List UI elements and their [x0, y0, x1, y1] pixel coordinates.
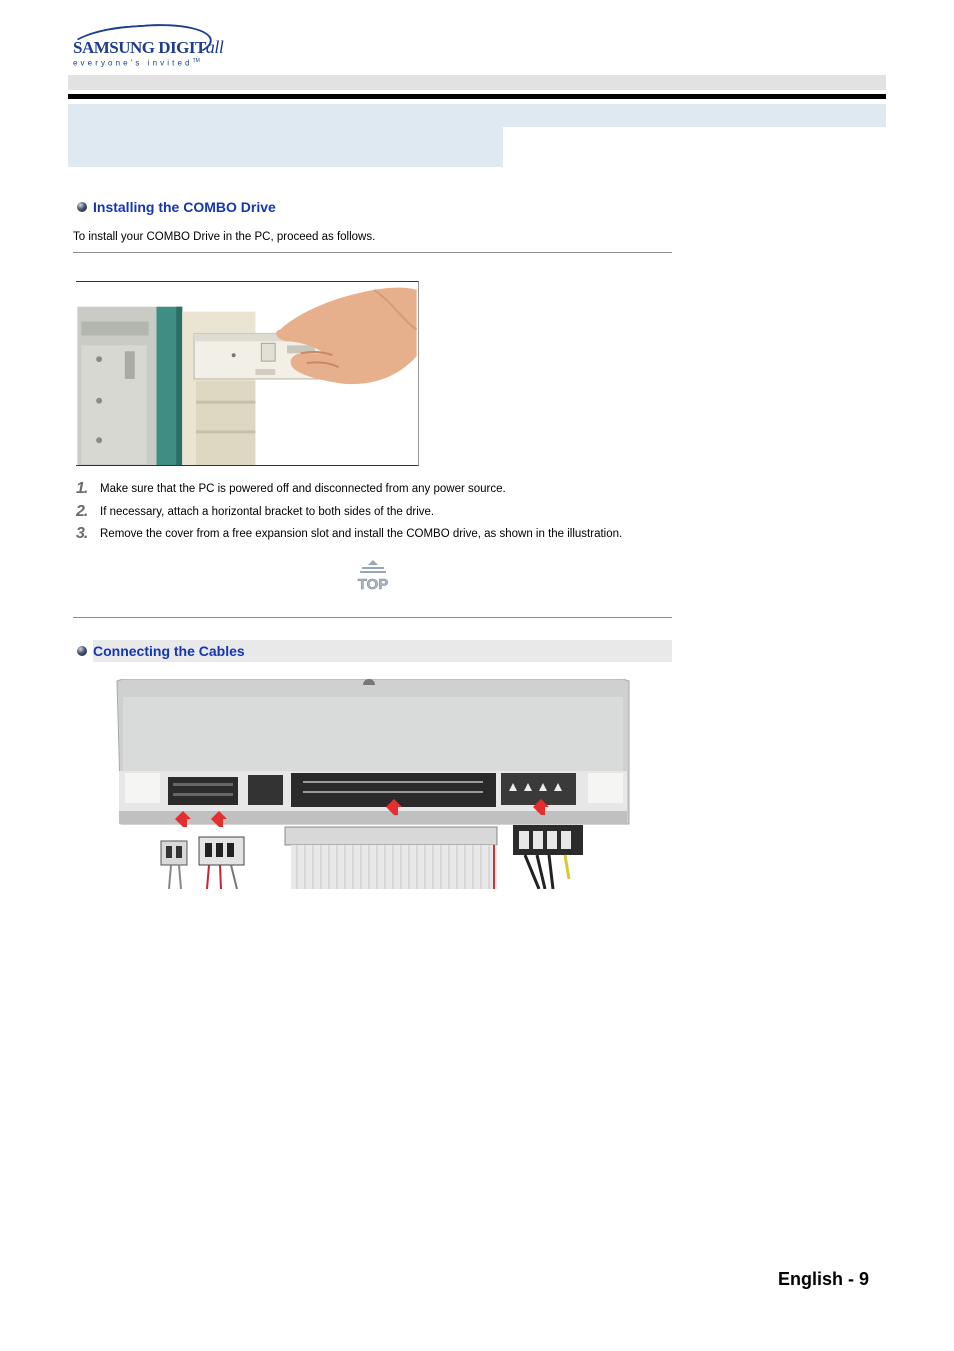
- top-label: TOP: [357, 576, 389, 593]
- step-text: Remove the cover from a free expansion slot and install the COMBO drive, as shown in the illustration.: [100, 528, 623, 540]
- section-cables-heading: [77, 643, 245, 659]
- logo-wordmark: SAMSUNG DIGITall: [73, 37, 224, 57]
- bullet-icon: [77, 646, 87, 656]
- header-gray-bar: [68, 75, 886, 90]
- back-to-top-button[interactable]: [354, 559, 392, 593]
- step-text: If necessary, attach a horizontal bracket to both sides of the drive.: [100, 506, 435, 518]
- samsung-logo: [68, 25, 224, 69]
- drive-insertion-illustration: [76, 281, 419, 466]
- bullet-icon: [77, 202, 87, 212]
- header-banner-right: [503, 104, 886, 127]
- header-banner-notch: [503, 127, 519, 143]
- intro-text: To install your COMBO Drive in the PC, proceed as follows.: [73, 231, 376, 243]
- step-number: 1.: [76, 480, 88, 497]
- step-item: [76, 480, 506, 498]
- section-title[interactable]: Installing the COMBO Drive: [93, 199, 276, 215]
- header-black-rule: [68, 94, 886, 99]
- step-number: 3.: [76, 525, 88, 542]
- header-banner-left: [68, 104, 503, 167]
- logo-tagline: everyone's invited™: [73, 58, 200, 68]
- section-title[interactable]: Connecting the Cables: [93, 643, 245, 659]
- step-item: [76, 525, 622, 543]
- page-number: English - 9: [778, 1269, 870, 1289]
- up-arrow-icon: [368, 560, 378, 565]
- section-installing-heading: [77, 199, 276, 215]
- step-number: 2.: [76, 503, 88, 520]
- divider: [73, 617, 672, 618]
- step-text: Make sure that the PC is powered off and disconnected from any power source.: [100, 483, 506, 495]
- step-item: [76, 503, 434, 521]
- drive-rear-cables-illustration: [113, 679, 633, 889]
- divider: [73, 252, 672, 253]
